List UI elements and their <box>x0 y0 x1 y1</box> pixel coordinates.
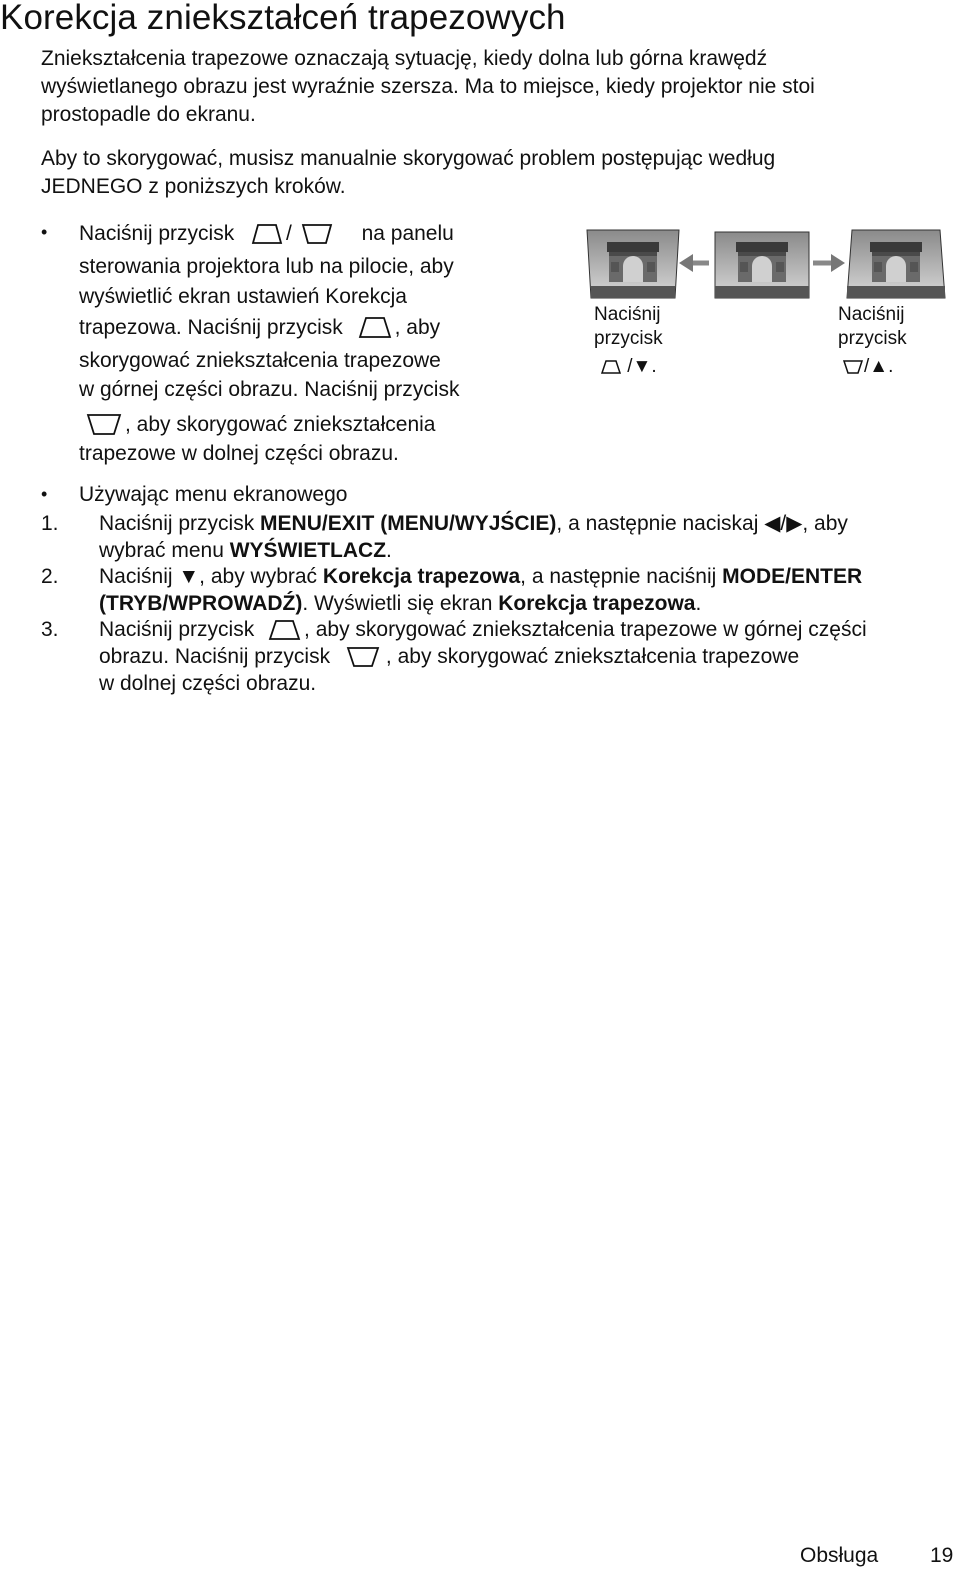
step-1-line-2: wybrać menu WYŚWIETLACZ. <box>99 539 392 562</box>
intro-line: JEDNEGO z poniższych kroków. <box>41 175 346 198</box>
intro-line: wyświetlanego obrazu jest wyraźnie szersza. Ma to miejsce, kiedy projektor nie stoi <box>41 75 815 98</box>
step-number: 1. <box>41 512 59 535</box>
step-number: 2. <box>41 565 59 588</box>
bullet-text: w górnej części obrazu. Naciśnij przycisk <box>79 378 460 401</box>
step-2-line-2: (TRYB/WPROWADŹ). Wyświetli się ekran Korekcja trapezowa. <box>99 592 702 615</box>
page-number: 19 <box>930 1544 954 1567</box>
menu-exit-key: MENU/EXIT (MENU/WYJŚCIE) <box>260 512 557 535</box>
keystone-bottom-icon <box>344 645 382 669</box>
bullet-text: trapezowa. Naciśnij przycisk <box>79 316 343 339</box>
intro-line: Zniekształcenia trapezowe oznaczają sytuację, kiedy dolna lub górna krawędź <box>41 47 768 70</box>
keystone-image-center <box>715 232 809 298</box>
keystone-illustration <box>585 228 960 300</box>
bullet-text: skorygować zniekształcenia trapezowe <box>79 349 441 372</box>
bullet-text: trapezowe w dolnej części obrazu. <box>79 442 399 465</box>
bullet-text: Naciśnij przycisk <box>79 222 235 245</box>
keystone-top-icon <box>355 315 395 341</box>
keystone-image-right <box>847 230 945 298</box>
left-caption-line: Naciśnij <box>594 304 661 325</box>
keystone-top-icon <box>266 618 304 642</box>
step-1-line-1: Naciśnij przycisk MENU/EXIT (MENU/WYJŚCIE), a następnie naciskaj ◀/▶, aby <box>99 512 848 535</box>
keystone-bottom-icon <box>83 412 125 438</box>
left-right-arrows-icon: ◀/▶ <box>764 512 803 535</box>
keystone-image-left <box>587 230 679 298</box>
mode-enter-key-translation: (TRYB/WPROWADŹ) <box>99 592 303 615</box>
slash-separator: / <box>286 222 292 245</box>
step-3-line-3: w dolnej części obrazu. <box>99 672 317 695</box>
left-caption-line: przycisk <box>594 328 663 349</box>
keystone-top-icon <box>250 222 284 246</box>
step-2-line-1: Naciśnij ▼, aby wybrać Korekcja trapezowa, a następnie naciśnij MODE/ENTER <box>99 565 863 588</box>
bullet-dot: • <box>41 222 48 242</box>
bullet-text: , aby <box>394 316 441 339</box>
arrow-right-icon <box>813 254 845 272</box>
bullet-text: , aby skorygować zniekształcenia <box>125 413 436 436</box>
display-menu-name: WYŚWIETLACZ <box>229 539 387 562</box>
page-title: Korekcja zniekształceń trapezowych <box>0 0 566 37</box>
keystone-menu-name: Korekcja trapezowa <box>322 565 521 588</box>
bullet-text: wyświetlić ekran ustawień Korekcja <box>79 285 407 308</box>
bullet-text: na panelu <box>361 222 454 245</box>
step-3-line-2: obrazu. Naciśnij przycisk , aby skorygować zniekształcenia trapezowe <box>99 645 800 668</box>
intro-line: prostopadle do ekranu. <box>41 103 256 126</box>
keystone-bottom-icon <box>842 359 864 375</box>
arrow-left-icon <box>679 254 709 272</box>
down-arrow-icon: ▼ <box>178 565 200 588</box>
step-3-line-1: Naciśnij przycisk , aby skorygować zniekształcenia trapezowe w górnej części <box>99 618 867 641</box>
intro-line: Aby to skorygować, musisz manualnie skorygować problem postępując według <box>41 147 776 170</box>
right-caption-line: /▲. <box>864 356 894 377</box>
step-number: 3. <box>41 618 59 641</box>
keystone-top-icon <box>600 359 622 375</box>
bullet-2-text: Używając menu ekranowego <box>79 483 348 506</box>
footer-section: Obsługa <box>800 1544 879 1567</box>
keystone-bottom-icon <box>300 222 334 246</box>
right-caption-line: Naciśnij <box>838 304 905 325</box>
left-caption-line: /▼. <box>627 356 657 377</box>
mode-enter-key: MODE/ENTER <box>722 565 863 588</box>
right-caption-line: przycisk <box>838 328 907 349</box>
bullet-dot: • <box>41 484 48 504</box>
bullet-text: sterowania projektora lub na pilocie, aby <box>79 255 454 278</box>
keystone-screen-name: Korekcja trapezowa <box>498 592 696 615</box>
